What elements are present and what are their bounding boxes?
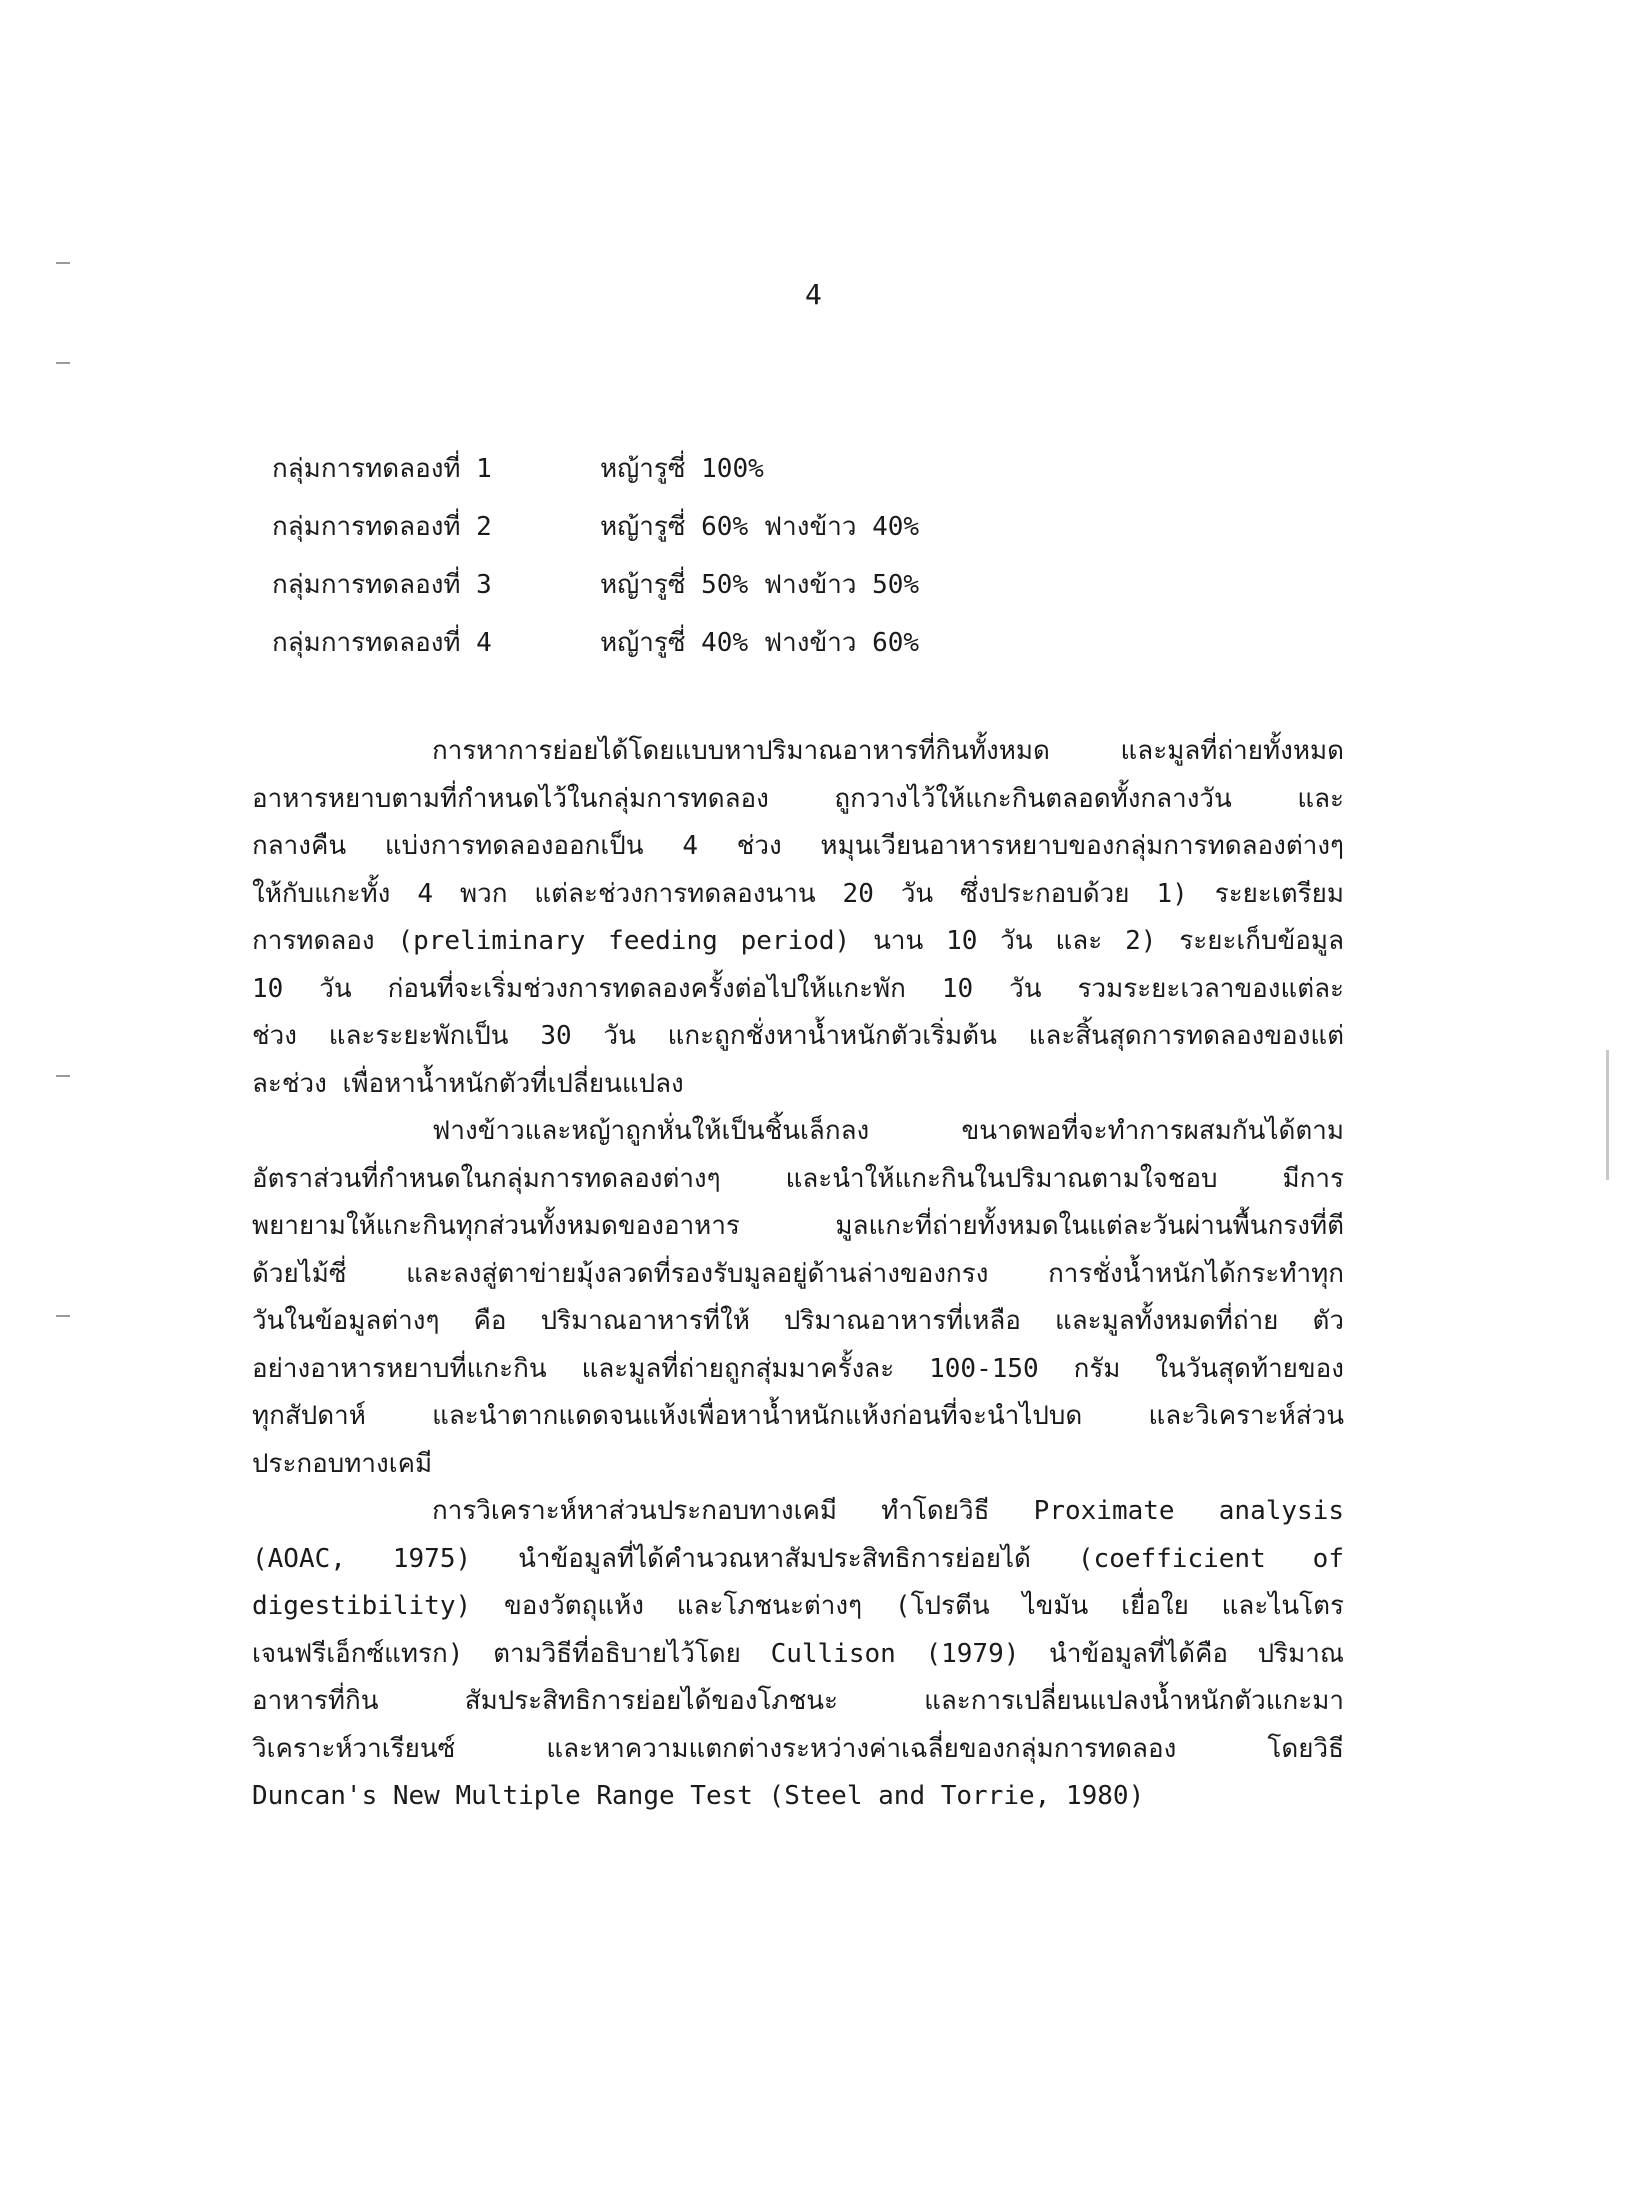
scan-mark bbox=[56, 262, 70, 264]
scan-edge-mark bbox=[1606, 1050, 1609, 1180]
experiment-group-row bbox=[272, 556, 1172, 614]
paragraph-feeding-procedure bbox=[252, 1108, 1344, 1488]
paragraph-line: ให้กับแกะทั้ง 4 พวก แต่ละช่วงการทดลองนาน 20 วัน ซึ่งประกอบด้วย 1) ระยะเตรียม bbox=[252, 878, 1344, 909]
paragraph-line: Duncan's New Multiple Range Test (Steel and Torrie, 1980) bbox=[252, 1781, 1145, 1811]
paragraph-line: การหาการย่อยได้โดยแบบหาปริมาณอาหารที่กินทั้งหมด และมูลที่ถ่ายทั้งหมด bbox=[432, 736, 1344, 766]
paragraph-line: วันในข้อมูลต่างๆ คือ ปริมาณอาหารที่ให้ ปริมาณอาหารที่เหลือ และมูลทั้งหมดที่ถ่าย ตัว bbox=[252, 1306, 1344, 1336]
paragraph-digestibility-method bbox=[252, 728, 1344, 1108]
experiment-group-row bbox=[272, 440, 1172, 498]
paragraph-line: ทุกสัปดาห์ และนำตากแดดจนแห้งเพื่อหาน้ำหนักแห้งก่อนที่จะนำไปบด และวิเคราะห์ส่วน bbox=[252, 1401, 1344, 1431]
paragraph-line: ประกอบทางเคมี bbox=[252, 1448, 433, 1479]
group-label: กลุ่มการทดลองที่ 4 bbox=[272, 628, 492, 658]
paragraph-line: อาหารที่กิน สัมประสิทธิการย่อยได้ของโภชนะ และการเปลี่ยนแปลงน้ำหนักตัวแกะมา bbox=[252, 1686, 1344, 1716]
body-text bbox=[252, 728, 1344, 1821]
experiment-group-list bbox=[272, 440, 1172, 672]
group-ration: หญ้ารูซี่ 50% ฟางข้าว 50% bbox=[600, 570, 920, 600]
scan-mark bbox=[56, 362, 70, 364]
paragraph-line: ช่วง และระยะพักเป็น 30 วัน แกะถูกชั่งหาน้ำหนักตัวเริ่มต้น และสิ้นสุดการทดลองของแต่ bbox=[252, 1021, 1344, 1051]
group-ration: หญ้ารูซี่ 40% ฟางข้าว 60% bbox=[600, 628, 920, 658]
scan-mark bbox=[56, 1315, 70, 1317]
group-ration: หญ้ารูซี่ 60% ฟางข้าว 40% bbox=[600, 512, 920, 542]
paragraph-line: digestibility) ของวัตถุแห้ง และโภชนะต่างๆ (โปรตีน ไขมัน เยื่อใย และไนโตร bbox=[252, 1591, 1344, 1621]
group-ration: หญ้ารูซี่ 100% bbox=[600, 454, 764, 484]
paragraph-line: กลางคืน แบ่งการทดลองออกเป็น 4 ช่วง หมุนเวียนอาหารหยาบของกลุ่มการทดลองต่างๆ bbox=[252, 831, 1344, 861]
paragraph-line: อาหารหยาบตามที่กำหนดไว้ในกลุ่มการทดลอง ถูกวางไว้ให้แกะกินตลอดทั้งกลางวัน และ bbox=[252, 783, 1344, 814]
group-label: กลุ่มการทดลองที่ 1 bbox=[272, 454, 492, 484]
paragraph-line: เจนฟรีเอ็กซ์แทรก) ตามวิธีที่อธิบายไว้โดย Cullison (1979) นำข้อมูลที่ได้คือ ปริมาณ bbox=[252, 1638, 1344, 1669]
paragraph-chemical-analysis bbox=[252, 1488, 1344, 1821]
paragraph-line: พยายามให้แกะกินทุกส่วนทั้งหมดของอาหาร มูลแกะที่ถ่ายทั้งหมดในแต่ละวันผ่านพื้นกรงที่ตี bbox=[252, 1211, 1344, 1241]
paragraph-line: อัตราส่วนที่กำหนดในกลุ่มการทดลองต่างๆ และนำให้แกะกินในปริมาณตามใจชอบ มีการ bbox=[252, 1163, 1344, 1194]
experiment-group-row bbox=[272, 498, 1172, 556]
paragraph-line: 10 วัน ก่อนที่จะเริ่มช่วงการทดลองครั้งต่อไปให้แกะพัก 10 วัน รวมระยะเวลาของแต่ละ bbox=[252, 973, 1344, 1004]
scan-mark bbox=[56, 1075, 70, 1077]
paragraph-line: วิเคราะห์วาเรียนซ์ และหาความแตกต่างระหว่างค่าเฉลี่ยของกลุ่มการทดลอง โดยวิธี bbox=[252, 1733, 1344, 1764]
experiment-group-row bbox=[272, 614, 1172, 672]
paragraph-line: การทดลอง (preliminary feeding period) นาน 10 วัน และ 2) ระยะเก็บข้อมูล bbox=[252, 926, 1344, 956]
paragraph-line: อย่างอาหารหยาบที่แกะกิน และมูลที่ถ่ายถูกสุ่มมาครั้งละ 100-150 กรัม ในวันสุดท้ายของ bbox=[252, 1353, 1344, 1384]
paragraph-line: ละช่วง เพื่อหาน้ำหนักตัวที่เปลี่ยนแปลง bbox=[252, 1068, 684, 1099]
group-label: กลุ่มการทดลองที่ 2 bbox=[272, 512, 492, 542]
page-number: 4 bbox=[805, 278, 822, 311]
paragraph-line: (AOAC, 1975) นำข้อมูลที่ได้คำนวณหาสัมประสิทธิการย่อยได้ (coefficient of bbox=[252, 1543, 1344, 1574]
paragraph-line: ด้วยไม้ซี่ และลงสู่ตาข่ายมุ้งลวดที่รองรับมูลอยู่ด้านล่างของกรง การชั่งน้ำหนักได้กระทำทุก bbox=[252, 1258, 1344, 1289]
paragraph-line: ฟางข้าวและหญ้าถูกหั่นให้เป็นชิ้นเล็กลง ขนาดพอที่จะทำการผสมกันได้ตาม bbox=[432, 1116, 1344, 1146]
group-label: กลุ่มการทดลองที่ 3 bbox=[272, 570, 492, 600]
paragraph-line: การวิเคราะห์หาส่วนประกอบทางเคมี ทำโดยวิธี Proximate analysis bbox=[432, 1496, 1344, 1526]
